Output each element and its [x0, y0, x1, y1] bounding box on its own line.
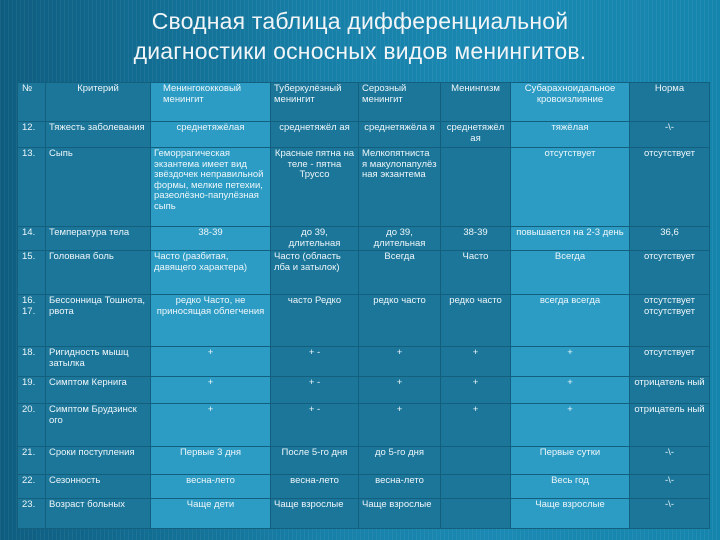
cell-tuberculous: Часто (область лба и затылок) — [271, 251, 359, 295]
row-number: 14. — [18, 227, 46, 251]
cell-serous: редко часто — [359, 295, 441, 347]
row-criterion: Симптом Брудзинск ого — [46, 404, 151, 447]
row-number: 15. — [18, 251, 46, 295]
cell-norm: -\- — [630, 475, 710, 499]
table-row — [18, 295, 710, 347]
row-criterion: Бессонница Тошнота, рвота — [46, 295, 151, 347]
cell-meningism: Часто — [441, 251, 511, 295]
row-criterion: Сезонность — [46, 475, 151, 499]
cell-tuberculous: среднетяжёл ая — [271, 122, 359, 148]
table-row — [18, 499, 710, 529]
cell-serous: Всегда — [359, 251, 441, 295]
cell-meningococcal: + — [151, 404, 271, 447]
cell-meningism — [441, 447, 511, 475]
cell-meningococcal: 38-39 — [151, 227, 271, 251]
cell-meningococcal: + — [151, 347, 271, 377]
cell-tuberculous: + - — [271, 377, 359, 404]
row-number: 19. — [18, 377, 46, 404]
row-criterion: Температура тела — [46, 227, 151, 251]
cell-tuberculous: весна-лето — [271, 475, 359, 499]
cell-subarachnoid: Весь год — [511, 475, 630, 499]
table-row — [18, 148, 710, 227]
cell-meningism: среднетяжёл ая — [441, 122, 511, 148]
row-number: 23. — [18, 499, 46, 529]
cell-norm: отрицатель ный — [630, 377, 710, 404]
table-row — [18, 227, 710, 251]
cell-meningococcal: Часто (разбитая, давящего характера) — [151, 251, 271, 295]
cell-meningococcal: Геморрагическая экзантема имеет вид звёздочек неправильной формы, мелкие петехии, разеолёзно-папулёзная сыпь — [151, 148, 271, 227]
row-number: 16. 17. — [18, 295, 46, 347]
cell-tuberculous: часто Редко — [271, 295, 359, 347]
cell-meningococcal: Первые 3 дня — [151, 447, 271, 475]
header-cell-criterion: Критерий — [46, 83, 151, 122]
diagnosis-table — [17, 82, 710, 529]
cell-serous: весна-лето — [359, 475, 441, 499]
header-cell-num: № — [18, 83, 46, 122]
row-criterion: Сроки поступления — [46, 447, 151, 475]
cell-norm: -\- — [630, 447, 710, 475]
cell-subarachnoid: + — [511, 347, 630, 377]
cell-tuberculous: + - — [271, 404, 359, 447]
cell-meningococcal: + — [151, 377, 271, 404]
row-criterion: Ригидность мышц затылка — [46, 347, 151, 377]
header-cell-meningococcal: Менингококковый менингит — [151, 83, 271, 122]
cell-meningism — [441, 148, 511, 227]
row-number: 21. — [18, 447, 46, 475]
cell-serous: Мелкопятниста я макулопапулёз ная экзантема — [359, 148, 441, 227]
table-row — [18, 122, 710, 148]
table-header-row — [18, 83, 710, 122]
cell-subarachnoid: + — [511, 377, 630, 404]
cell-meningism: 38-39 — [441, 227, 511, 251]
cell-meningococcal: редко Часто, не приносящая облегчения — [151, 295, 271, 347]
header-cell-serous: Серозный менингит — [359, 83, 441, 122]
row-number: 12. — [18, 122, 46, 148]
table-row — [18, 251, 710, 295]
cell-norm: 36,6 — [630, 227, 710, 251]
cell-meningococcal: Чаще дети — [151, 499, 271, 529]
cell-norm: отсутствует — [630, 347, 710, 377]
row-criterion: Сыпь — [46, 148, 151, 227]
table-row — [18, 404, 710, 447]
cell-serous: до 5-го дня — [359, 447, 441, 475]
cell-subarachnoid: отсутствует — [511, 148, 630, 227]
cell-subarachnoid: всегда всегда — [511, 295, 630, 347]
row-criterion: Симптом Кернига — [46, 377, 151, 404]
cell-serous: Чаще взрослые — [359, 499, 441, 529]
cell-meningism: + — [441, 404, 511, 447]
cell-subarachnoid: Чаще взрослые — [511, 499, 630, 529]
row-number: 20. — [18, 404, 46, 447]
table-row — [18, 347, 710, 377]
row-number: 18. — [18, 347, 46, 377]
cell-meningism — [441, 499, 511, 529]
row-number: 13. — [18, 148, 46, 227]
cell-serous: + — [359, 377, 441, 404]
cell-serous: среднетяжёла я — [359, 122, 441, 148]
cell-tuberculous: Красные пятна на теле - пятна Труссо — [271, 148, 359, 227]
cell-meningism: редко часто — [441, 295, 511, 347]
slide-title — [0, 6, 720, 66]
row-criterion: Тяжесть заболевания — [46, 122, 151, 148]
row-number: 22. — [18, 475, 46, 499]
cell-subarachnoid: тяжёлая — [511, 122, 630, 148]
title-line-2: диагностики осносных видов менингитов. — [133, 38, 587, 64]
cell-tuberculous: Чаще взрослые — [271, 499, 359, 529]
cell-tuberculous: до 39, длительная — [271, 227, 359, 251]
cell-norm: -\- — [630, 499, 710, 529]
table-row — [18, 475, 710, 499]
cell-meningism: + — [441, 347, 511, 377]
table-row — [18, 447, 710, 475]
cell-subarachnoid: повышается на 2-3 день — [511, 227, 630, 251]
cell-norm: отсутствует — [630, 148, 710, 227]
cell-meningococcal: весна-лето — [151, 475, 271, 499]
title-line-1: Сводная таблица дифференциальной — [151, 8, 569, 34]
row-criterion: Головная боль — [46, 251, 151, 295]
cell-serous: + — [359, 347, 441, 377]
cell-tuberculous: + - — [271, 347, 359, 377]
table-row — [18, 377, 710, 404]
cell-norm: отрицатель ный — [630, 404, 710, 447]
cell-subarachnoid: Первые сутки — [511, 447, 630, 475]
cell-norm: отсутствует — [630, 251, 710, 295]
cell-norm: -\- — [630, 122, 710, 148]
cell-serous: до 39, длительная — [359, 227, 441, 251]
cell-serous: + — [359, 404, 441, 447]
cell-meningococcal: среднетяжёлая — [151, 122, 271, 148]
cell-tuberculous: После 5-го дня — [271, 447, 359, 475]
cell-meningism: + — [441, 377, 511, 404]
cell-meningism — [441, 475, 511, 499]
cell-subarachnoid: + — [511, 404, 630, 447]
header-cell-tuberculous: Туберкулёзный менингит — [271, 83, 359, 122]
cell-norm: отсутствует отсутствует — [630, 295, 710, 347]
header-cell-meningism: Менингизм — [441, 83, 511, 122]
header-cell-subarachnoid: Субарахноидальное кровоизлияние — [511, 83, 630, 122]
cell-subarachnoid: Всегда — [511, 251, 630, 295]
row-criterion: Возраст больных — [46, 499, 151, 529]
header-cell-norm: Норма — [630, 83, 710, 122]
